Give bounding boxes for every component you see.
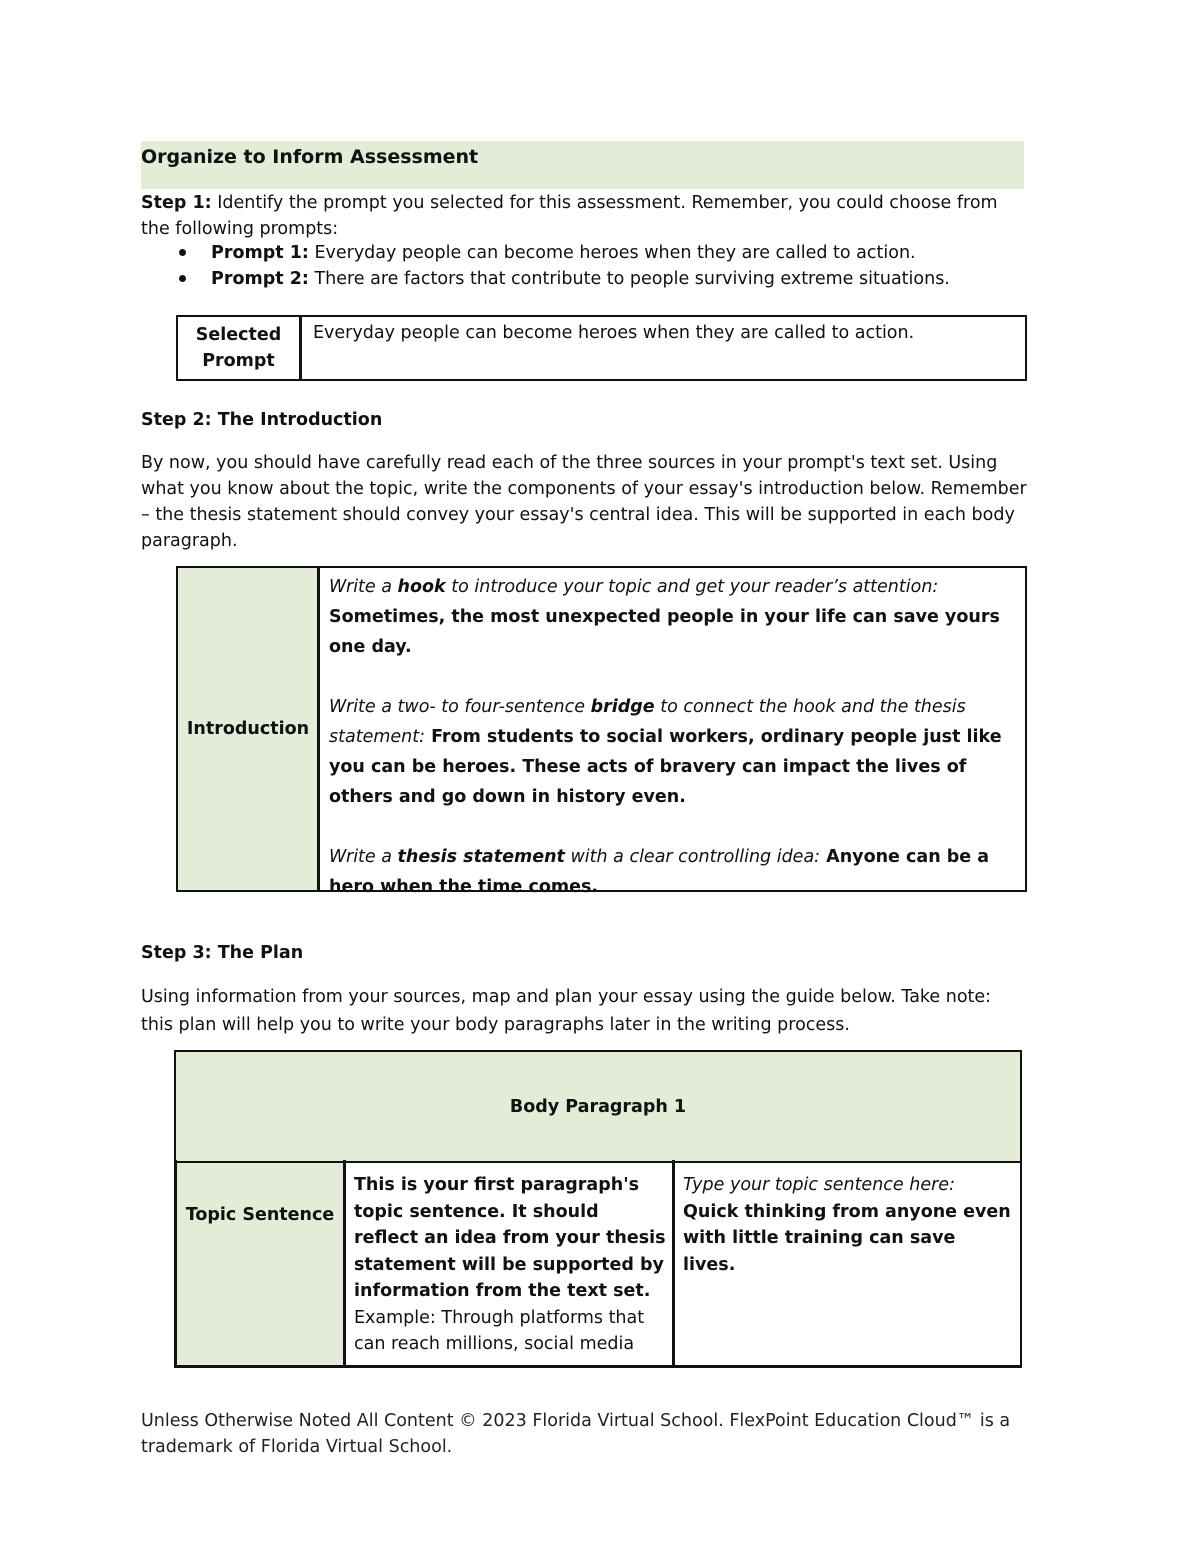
bullet-icon: [179, 249, 186, 256]
topic-sentence-guidance: [354, 1172, 666, 1358]
bridge-block: [329, 692, 1019, 812]
thesis-answer: Anyone can be a hero when the time comes.: [329, 847, 990, 897]
bridge-prompt-rest: to connect the hook and the thesis statement:: [329, 697, 966, 747]
prompt-text: Everyday people can become heroes when they are called to action.: [308, 243, 916, 263]
table-border-bottom: [174, 1365, 1022, 1368]
hook-answer: Sometimes, the most unexpected people in your life can save yours one day.: [329, 607, 1000, 657]
topic-sentence-label-cell: [177, 1163, 344, 1366]
table-divider: [343, 1160, 346, 1368]
answer-prompt: Type your topic sentence here:: [683, 1175, 955, 1195]
selected-prompt-value: Everyday people can become heroes when they are called to action.: [313, 323, 915, 343]
prompt-text: There are factors that contribute to people surviving extreme situations.: [308, 269, 950, 289]
list-item: [176, 240, 1036, 266]
body-paragraph-header: Body Paragraph 1: [509, 1096, 687, 1117]
selected-label-line2: Prompt: [202, 351, 275, 371]
hook-keyword: hook: [397, 577, 446, 597]
step3-paragraph: Using information from your sources, map and plan your essay using the guide below. Take note: this plan will help you to write your body paragraphs later in the writing process.: [141, 987, 992, 1035]
copyright-footer: Unless Otherwise Noted All Content © 2023 Florida Virtual School. FlexPoint Education Cloud™ is a trademark of Florida Virtual School.: [141, 1411, 1011, 1457]
thesis-keyword: thesis statement: [397, 847, 565, 867]
topic-sentence-label: Topic Sentence: [185, 1205, 335, 1225]
prompt-label: Prompt 1:: [211, 243, 309, 263]
thesis-prompt: Write a: [329, 847, 398, 867]
introduction-content: [329, 572, 1019, 902]
prompt-list: [176, 240, 1036, 292]
thesis-prompt-rest: with a clear controlling idea:: [564, 847, 821, 867]
step2-paragraph: By now, you should have carefully read each of the three sources in your prompt's text set. Using what you know about the topic, write the components of your essay's introduction below. Remember – the thesis statement should convey your essay's central idea. This will be supported in each body paragraph.: [141, 453, 1027, 551]
introduction-label: Introduction: [186, 719, 310, 739]
thesis-block: [329, 842, 1019, 902]
hook-prompt: Write a: [329, 577, 398, 597]
bridge-prompt: Write a two- to four-sentence: [329, 697, 591, 717]
table-border-right: [1020, 1160, 1023, 1368]
bullet-icon: [179, 275, 186, 282]
bridge-answer: From students to social workers, ordinary people just like you can be heroes. These acts of bravery can impact the lives of others and go down in history even.: [329, 727, 1002, 807]
step2-heading: Step 2: The Introduction: [141, 410, 383, 430]
answer-text: Quick thinking from anyone even with little training can save lives.: [683, 1201, 1011, 1275]
hook-prompt-rest: to introduce your topic and get your reader’s attention:: [445, 577, 939, 597]
prompt-label: Prompt 2:: [211, 269, 309, 289]
step1-instructions: [141, 190, 1031, 242]
guidance-example: Example: Through platforms that can reach millions, social media: [354, 1307, 645, 1354]
bridge-keyword: bridge: [590, 697, 655, 717]
page-title: Organize to Inform Assessment: [141, 146, 479, 168]
table-divider: [299, 315, 302, 381]
selected-label-line1: Selected: [195, 325, 282, 345]
list-item: [176, 266, 1036, 292]
guidance-text: This is your first paragraph's topic sentence. It should reflect an idea from your thesis statement will be supported by information from the text set.: [354, 1175, 666, 1301]
selected-prompt-label: [178, 318, 299, 378]
step3-heading: Step 3: The Plan: [141, 943, 304, 963]
step1-text: Identify the prompt you selected for this assessment. Remember, you could choose from the following prompts:: [141, 193, 998, 239]
table-divider: [672, 1160, 675, 1368]
topic-sentence-answer: [683, 1172, 1013, 1278]
hook-block: [329, 572, 1019, 662]
step1-label: Step 1:: [141, 193, 212, 213]
